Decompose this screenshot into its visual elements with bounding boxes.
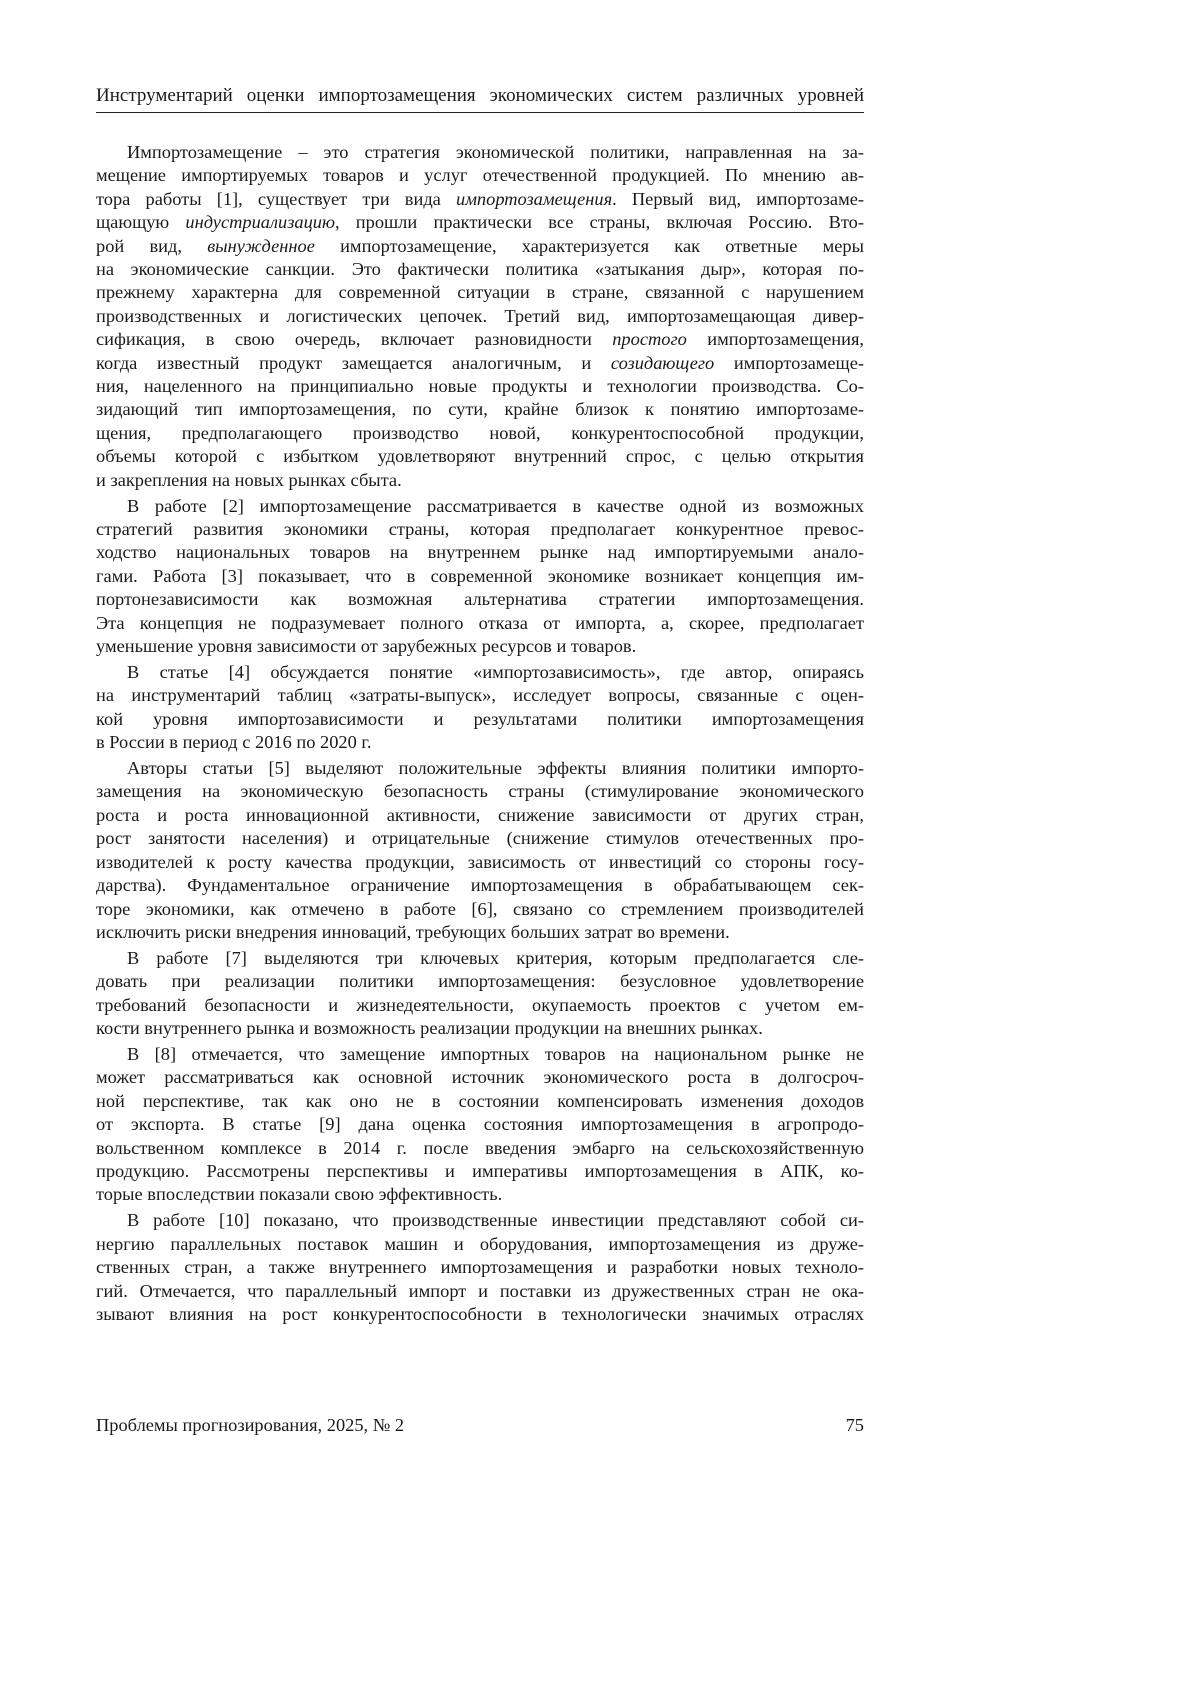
text-line: [96, 708, 864, 731]
text-run: В работе [10] показано, что производственные инвестиции представляют собой си-: [127, 1210, 864, 1231]
text-line: [96, 994, 864, 1017]
text-run: кой уровня импортозависимости и результатами политики импортозамещения: [96, 708, 864, 729]
text-run: зывают влияния на рост конкурентоспособности в технологически значимых отраслях: [96, 1303, 864, 1324]
text-run: Импортозамещение – это стратегия экономической политики, направленная на за-: [127, 142, 864, 162]
italic-term: вынужденное: [207, 235, 315, 256]
text-line: [96, 1303, 864, 1326]
text-line: [96, 1209, 864, 1232]
text-line: [96, 495, 864, 518]
text-line: [96, 851, 864, 874]
text-line: [96, 541, 864, 564]
text-run: в России в период с 2016 по 2020 г.: [96, 732, 372, 753]
text-line: [96, 1066, 864, 1089]
text-run: довать при реализации политики импортозамещения: безусловное удовлетворение: [96, 971, 864, 992]
text-run: торые впоследствии показали свою эффективность.: [96, 1184, 503, 1205]
text-line: [96, 1137, 864, 1160]
text-line: [96, 612, 864, 635]
text-line: [96, 352, 864, 375]
text-run: кости внутреннего рынка и возможность реализации продукции на внешних рынках.: [96, 1018, 763, 1039]
text-run: В работе [7] выделяются три ключевых критерия, которым предполагается сле-: [127, 947, 864, 968]
text-run: требований безопасности и жизнедеятельности, окупаемость проектов с учетом ем-: [96, 994, 864, 1015]
text-line: [96, 281, 864, 304]
text-run: вольственном комплексе в 2014 г. после введения эмбарго на сельскохозяйственную: [96, 1137, 864, 1158]
text-run: на экономические санкции. Это фактически политика «затыкания дыр», которая по-: [96, 259, 864, 280]
text-run: может рассматриваться как основной источник экономического роста в долгосроч-: [96, 1067, 864, 1088]
text-run: когда известный продукт замещается аналогичным, и: [96, 352, 611, 373]
text-run: производственных и логистических цепочек. Третий вид, импортозамещающая дивер-: [96, 305, 864, 326]
text-run: ственных стран, а также внутреннего импортозамещения и разработки новых техноло-: [96, 1257, 864, 1278]
text-run: В статье [4] обсуждается понятие «импортозависимость», где автор, опираясь: [127, 661, 864, 682]
text-line: [96, 947, 864, 970]
text-run: нергию параллельных поставок машин и оборудования, импортозамещения из друже-: [96, 1233, 864, 1254]
text-run: замещения на экономическую безопасность страны (стимулирование экономического: [96, 781, 864, 802]
text-run: Эта концепция не подразумевает полного отказа от импорта, а, скорее, предполагает: [96, 612, 864, 633]
text-line: [96, 164, 864, 187]
text-line: [96, 518, 864, 541]
text-run: изводителей к росту качества продукции, зависимость от инвестиций со стороны госу-: [96, 851, 864, 872]
text-run: уменьшение уровня зависимости от зарубежных ресурсов и товаров.: [96, 636, 637, 657]
paragraph: [96, 1043, 864, 1207]
paragraph: [96, 141, 864, 492]
paragraph: [96, 495, 864, 659]
text-line: [96, 970, 864, 993]
paragraph: [96, 947, 864, 1041]
article-body: [96, 141, 864, 1326]
text-line: [96, 235, 864, 258]
journal-citation: Проблемы прогнозирования, 2025, № 2: [96, 1415, 405, 1435]
text-run: сификация, в свою очередь, включает разновидности: [96, 329, 613, 350]
text-line: [96, 804, 864, 827]
text-line: [96, 1160, 864, 1183]
text-line: [96, 305, 864, 328]
text-line: [96, 661, 864, 684]
italic-term: индустриализацию: [185, 212, 335, 233]
paragraph: [96, 1209, 864, 1326]
text-line: [96, 1233, 864, 1256]
text-line: [96, 1280, 864, 1303]
italic-term: простого: [612, 329, 687, 350]
text-run: дарства). Фундаментальное ограничение импортозамещения в обрабатывающем сек-: [96, 875, 864, 896]
text-run: ходство национальных товаров на внутреннем рынке над импортируемыми анало-: [96, 542, 864, 563]
text-line: [96, 1183, 864, 1206]
text-line: [96, 921, 864, 944]
text-run: тора работы [1], существует три вида: [96, 188, 456, 209]
text-line: [96, 258, 864, 281]
text-run: и закрепления на новых рынках сбыта.: [96, 469, 402, 490]
text-line: [96, 188, 864, 211]
text-line: [96, 1043, 864, 1066]
text-run: прежнему характерна для современной ситуации в стране, связанной с нарушением: [96, 282, 864, 303]
text-run: . Первый вид, импортозаме-: [612, 188, 865, 209]
text-line: [96, 780, 864, 803]
text-line: [96, 684, 864, 707]
text-run: рой вид,: [96, 235, 208, 256]
text-line: [96, 635, 864, 658]
text-run: гий. Отмечается, что параллельный импорт и поставки из дружественных стран не ока-: [96, 1280, 864, 1301]
text-line: [96, 375, 864, 398]
text-line: [96, 898, 864, 921]
text-run: импортозамеще-: [714, 352, 864, 373]
italic-term: импортозамещения: [456, 188, 613, 209]
text-run: стратегий развития экономики страны, которая предполагает конкурентное превос-: [96, 519, 864, 539]
running-header: Инструментарий оценки импортозамещения экономических систем различных уровней: [96, 84, 864, 113]
text-run: импортозамещение, характеризуется как ответные меры: [314, 235, 864, 256]
text-run: от экспорта. В статье [9] дана оценка состояния импортозамещения в агропродо-: [96, 1114, 864, 1135]
text-run: ния, нацеленного на принципиально новые продукты и технологии производства. Со-: [96, 376, 864, 397]
text-line: [96, 1256, 864, 1279]
page-number: 75: [845, 1415, 864, 1435]
text-line: [96, 827, 864, 850]
text-line: [96, 422, 864, 445]
text-run: на инструментарий таблиц «затраты-выпуск», исследует вопросы, связанные с оцен-: [96, 685, 864, 706]
text-run: портонезависимости как возможная альтернатива стратегии импортозамещения.: [96, 589, 864, 610]
text-run: зидающий тип импортозамещения, по сути, крайне близок к понятию импортозаме-: [96, 399, 864, 420]
text-run: ной перспективе, так как оно не в состоянии компенсировать изменения доходов: [96, 1090, 864, 1111]
text-run: торе экономики, как отмечено в работе [6], связано со стремлением производителей: [96, 898, 864, 919]
text-run: продукцию. Рассмотрены перспективы и императивы импортозамещения в АПК, ко-: [96, 1160, 864, 1181]
text-run: щающую: [96, 212, 186, 233]
text-line: [96, 874, 864, 897]
text-line: [96, 1017, 864, 1040]
text-line: [96, 141, 864, 164]
text-run: щения, предполагающего производство новой, конкурентоспособной продукции,: [96, 422, 864, 443]
text-line: [96, 398, 864, 421]
text-line: [96, 328, 864, 351]
paragraph: [96, 661, 864, 755]
text-run: импортозамещения,: [686, 329, 865, 350]
text-run: объемы которой с избытком удовлетворяют внутренний спрос, с целью открытия: [96, 446, 864, 467]
text-run: роста и роста инновационной активности, снижение зависимости от других стран,: [96, 804, 864, 825]
text-line: [96, 565, 864, 588]
text-run: рост занятости населения) и отрицательные (снижение стимулов отечественных про-: [96, 828, 864, 849]
text-line: [96, 445, 864, 468]
text-run: Авторы статьи [5] выделяют положительные эффекты влияния политики импорто-: [127, 758, 864, 779]
italic-term: созидающего: [610, 352, 715, 373]
text-line: [96, 211, 864, 234]
text-run: В работе [2] импортозамещение рассматривается в качестве одной из возможных: [127, 495, 864, 516]
text-line: [96, 469, 864, 492]
text-run: исключить риски внедрения инноваций, требующих больших затрат во времени.: [96, 921, 730, 942]
text-line: [96, 757, 864, 780]
text-run: гами. Работа [3] показывает, что в современной экономике возникает концепция им-: [96, 565, 864, 586]
text-line: [96, 588, 864, 611]
text-run: мещение импортируемых товаров и услуг отечественной продукцией. По мнению ав-: [96, 165, 864, 186]
text-run: В [8] отмечается, что замещение импортных товаров на национальном рынке не: [127, 1043, 864, 1064]
text-line: [96, 1113, 864, 1136]
text-run: , прошли практически все страны, включая Россию. Вто-: [334, 212, 864, 233]
paragraph: [96, 757, 864, 944]
text-line: [96, 1090, 864, 1113]
text-line: [96, 731, 864, 754]
